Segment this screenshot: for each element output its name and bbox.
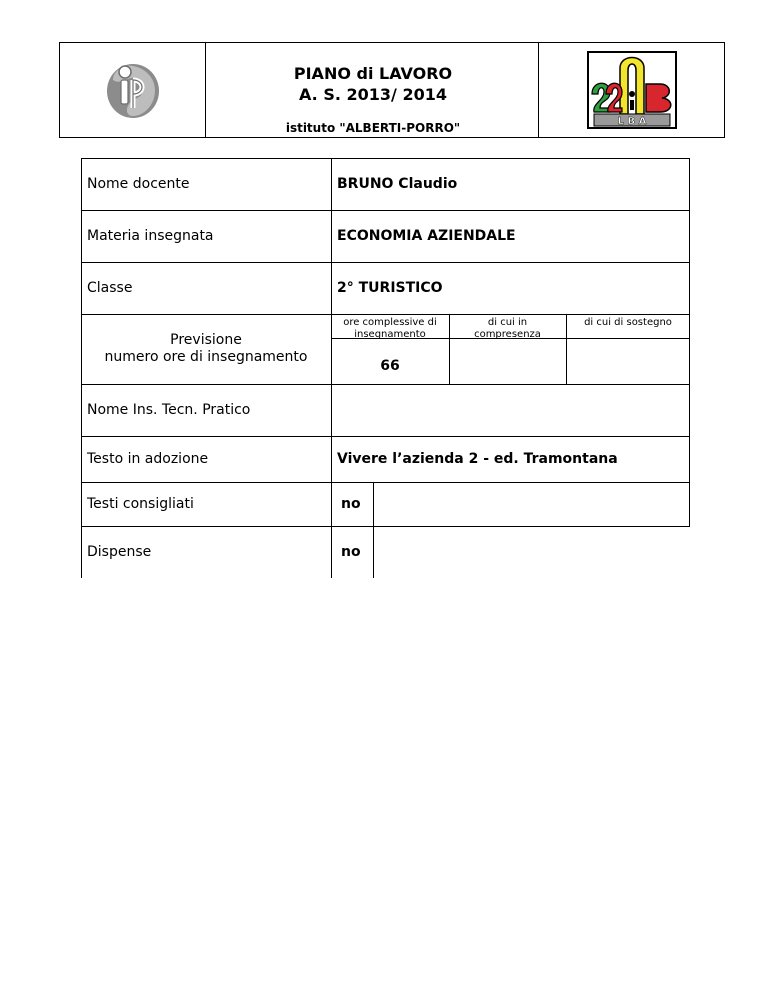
institute-name: istituto "ALBERTI-PORRO" bbox=[285, 121, 461, 135]
dispense-value: no bbox=[341, 544, 361, 560]
table-border-left bbox=[81, 158, 82, 578]
row-divider bbox=[81, 482, 690, 483]
svg-text:L B A: L B A bbox=[617, 116, 646, 127]
previsione-label bbox=[81, 332, 331, 366]
testo-label: Testo in adozione bbox=[87, 451, 209, 467]
itp-label: Nome Ins. Tecn. Pratico bbox=[87, 402, 251, 418]
compresenza-header-line-2: compresenza bbox=[474, 329, 541, 340]
info-table bbox=[81, 158, 690, 578]
ore-complessive-header-line-1: ore complessive di bbox=[343, 317, 437, 328]
table-border-top bbox=[81, 158, 690, 159]
school-logo-right bbox=[538, 43, 724, 137]
materia-value: ECONOMIA AZIENDALE bbox=[337, 228, 516, 244]
compresenza-header-line-1: di cui in bbox=[487, 317, 528, 328]
document-header bbox=[59, 42, 725, 138]
classe-value: 2° TURISTICO bbox=[337, 280, 443, 296]
docente-label: Nome docente bbox=[87, 176, 190, 192]
lba-logo-icon bbox=[586, 50, 678, 130]
row-divider bbox=[81, 314, 690, 315]
row-divider bbox=[81, 384, 331, 385]
school-logo-left bbox=[60, 43, 206, 137]
column-divider-no bbox=[373, 482, 374, 578]
ip-logo-icon bbox=[105, 60, 161, 120]
row-divider bbox=[81, 262, 690, 263]
ore-complessive-header-line-2: insegnamento bbox=[354, 329, 426, 340]
sostegno-header: di cui di sostegno bbox=[584, 317, 672, 328]
row-divider bbox=[331, 384, 690, 385]
title-line-1: PIANO di LAVORO bbox=[293, 64, 453, 83]
dispense-label: Dispense bbox=[87, 544, 152, 560]
classe-label: Classe bbox=[87, 280, 133, 296]
consigliati-value: no bbox=[341, 496, 361, 512]
previsione-label-line-2: numero ore di insegnamento bbox=[104, 349, 308, 365]
compresenza-header bbox=[449, 317, 566, 341]
row-divider bbox=[81, 210, 690, 211]
table-border-right bbox=[689, 158, 690, 526]
row-divider bbox=[81, 436, 690, 437]
docente-value: BRUNO Claudio bbox=[337, 176, 458, 192]
row-divider bbox=[81, 526, 690, 527]
ore-complessive-header bbox=[331, 317, 449, 341]
consigliati-label: Testi consigliati bbox=[87, 496, 194, 512]
materia-label: Materia insegnata bbox=[87, 228, 214, 244]
page-title bbox=[206, 63, 540, 105]
previsione-label-line-1: Previsione bbox=[170, 332, 242, 348]
testo-value: Vivere l’azienda 2 - ed. Tramontana bbox=[337, 451, 618, 467]
ore-complessive-value: 66 bbox=[380, 358, 400, 374]
title-line-2: A. S. 2013/ 2014 bbox=[299, 85, 447, 104]
